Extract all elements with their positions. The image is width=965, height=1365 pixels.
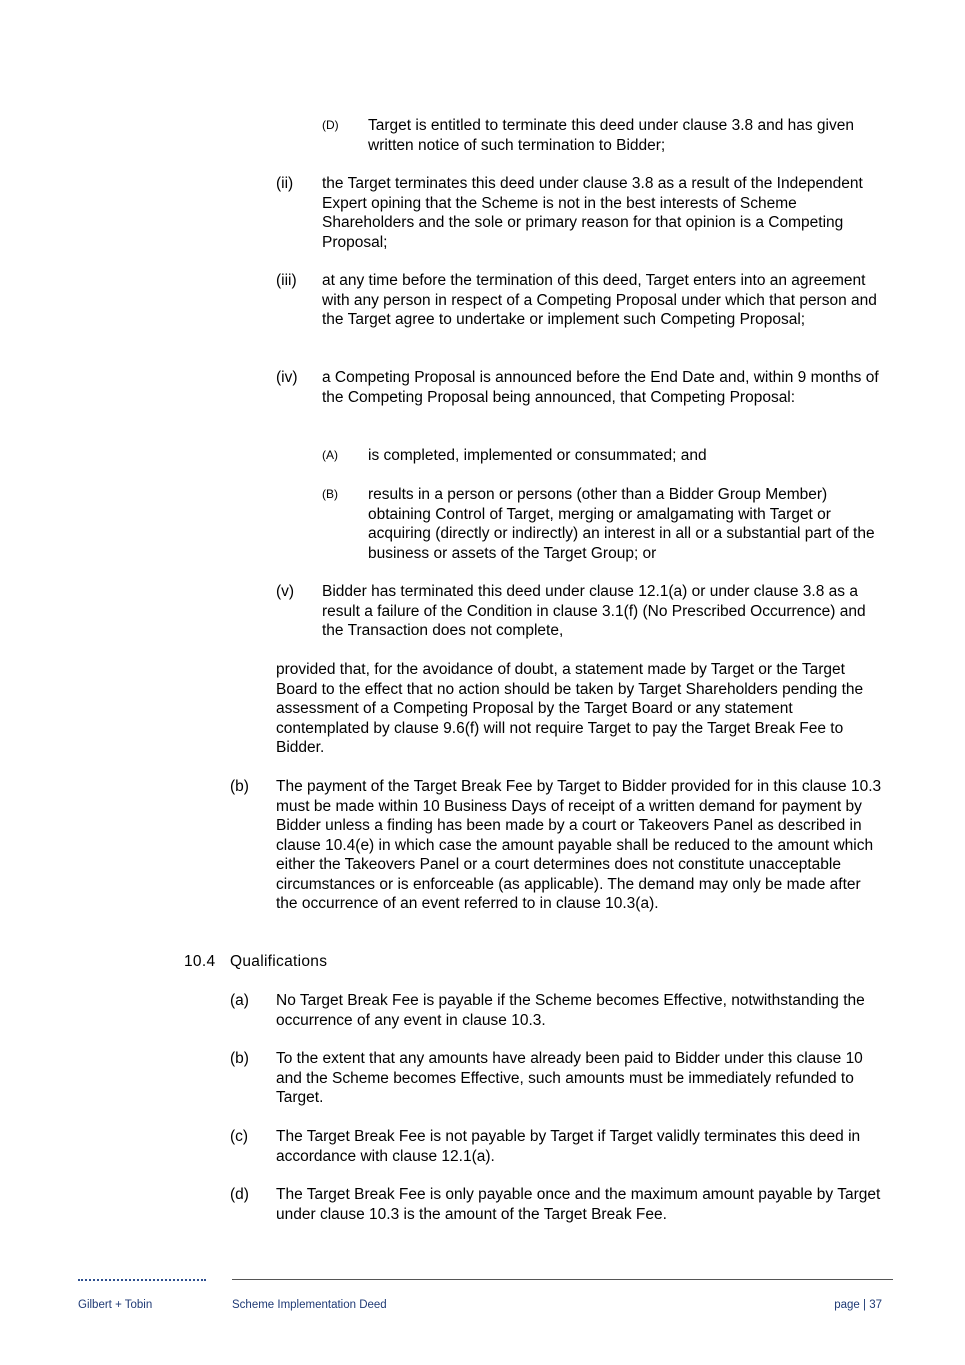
proviso-text: provided that, for the avoidance of doubt, a statement made by Target or the Target Board to the effect that no action should be taken by Target Shareholders pending the assessment of a Competing Proposal by the Target Board or any statement contemplated by clause 9.6(f) will not require Target to pay the Target Break Fee to Bidder. [276, 661, 864, 756]
clause-v [276, 582, 882, 641]
clause-ii [276, 174, 882, 252]
section-number: 10.4 [184, 953, 216, 970]
clause-label: (c) [230, 1128, 249, 1145]
clause-text: To the extent that any amounts have already been paid to Bidder under this clause 10 and the Scheme becomes Effective, such amounts must be immediately refunded to Target. [276, 1050, 863, 1106]
clause-label: (iv) [276, 369, 298, 386]
clause-text: The payment of the Target Break Fee by Target to Bidder provided for in this clause 10.3 must be made within 10 Business Days of receipt of a written demand for payment by Bidder unless a finding has been made by a court or Takeovers Panel as described in clause 10.4(e) in which case the amount payable shall be reduced to the amount which either the Takeovers Panel or a court determines does not constitute unacceptable circumstances or is enforceable (as applicable). The demand may only be made after the occurrence of an event referred to in clause 10.3(a). [276, 778, 882, 912]
clause-10-4-c [230, 1127, 882, 1166]
footer-firm-name: Gilbert + Tobin [78, 1299, 153, 1311]
clause-text: results in a person or persons (other than a Bidder Group Member) obtaining Control of Target, merging or amalgamating with Target or acquiring (directly or indirectly) an interest in all or a substantial part of the business or assets of the Target Group; or [368, 486, 875, 562]
clause-label: (D) [322, 118, 339, 132]
clause-label: (b) [230, 1050, 249, 1067]
clause-label: (B) [322, 487, 338, 501]
footer-page-number: page | 37 [834, 1299, 882, 1311]
clause-text: The Target Break Fee is only payable once and the maximum amount payable by Target under clause 10.3 is the amount of the Target Break Fee. [276, 1186, 881, 1223]
footer-dotted-rule [78, 1279, 206, 1281]
clause-label: (ii) [276, 175, 294, 192]
clause-text: a Competing Proposal is announced before the End Date and, within 9 months of the Competing Proposal being announced, that Competing Proposal: [322, 369, 879, 406]
clause-label: (d) [230, 1186, 249, 1203]
clause-D [322, 116, 882, 155]
clause-label: (A) [322, 448, 338, 462]
clause-text: is completed, implemented or consummated; and [368, 447, 707, 464]
clause-label: (iii) [276, 272, 297, 289]
clause-text: the Target terminates this deed under clause 3.8 as a result of the Independent Expert opining that the Scheme is not in the best interests of Scheme Shareholders and the sole or primary reason for that opinion is a Competing Proposal; [322, 175, 863, 251]
clause-10-4-b [230, 1049, 882, 1108]
clause-text: at any time before the termination of this deed, Target enters into an agreement with any person in respect of a Competing Proposal under which that person and the Target agree to undertake or implement such Competing Proposal; [322, 272, 877, 328]
footer-rule [232, 1279, 893, 1280]
clause-10-3-b [230, 777, 882, 914]
clause-iv-A [322, 446, 882, 466]
section-heading-10-4 [184, 952, 327, 972]
clause-text: Target is entitled to terminate this deed under clause 3.8 and has given written notice of such termination to Bidder; [368, 117, 854, 154]
clause-label: (b) [230, 778, 249, 795]
clause-text: The Target Break Fee is not payable by Target if Target validly terminates this deed in accordance with clause 12.1(a). [276, 1128, 861, 1165]
clause-label: (v) [276, 583, 295, 600]
footer-document-title: Scheme Implementation Deed [232, 1299, 387, 1311]
clause-10-4-a [230, 991, 882, 1030]
clause-10-4-d [230, 1185, 882, 1224]
clause-text: Bidder has terminated this deed under clause 12.1(a) or under clause 3.8 as a result a failure of the Condition in clause 3.1(f) (No Prescribed Occurrence) and the Transaction does not complete, [322, 583, 866, 639]
clause-iii [276, 271, 882, 330]
section-title: Qualifications [230, 953, 328, 970]
clause-iv-B [322, 485, 882, 563]
clause-text: No Target Break Fee is payable if the Scheme becomes Effective, notwithstanding the occurrence of any event in clause 10.3. [276, 992, 865, 1029]
clause-label: (a) [230, 992, 249, 1009]
clause-iv [276, 368, 882, 407]
